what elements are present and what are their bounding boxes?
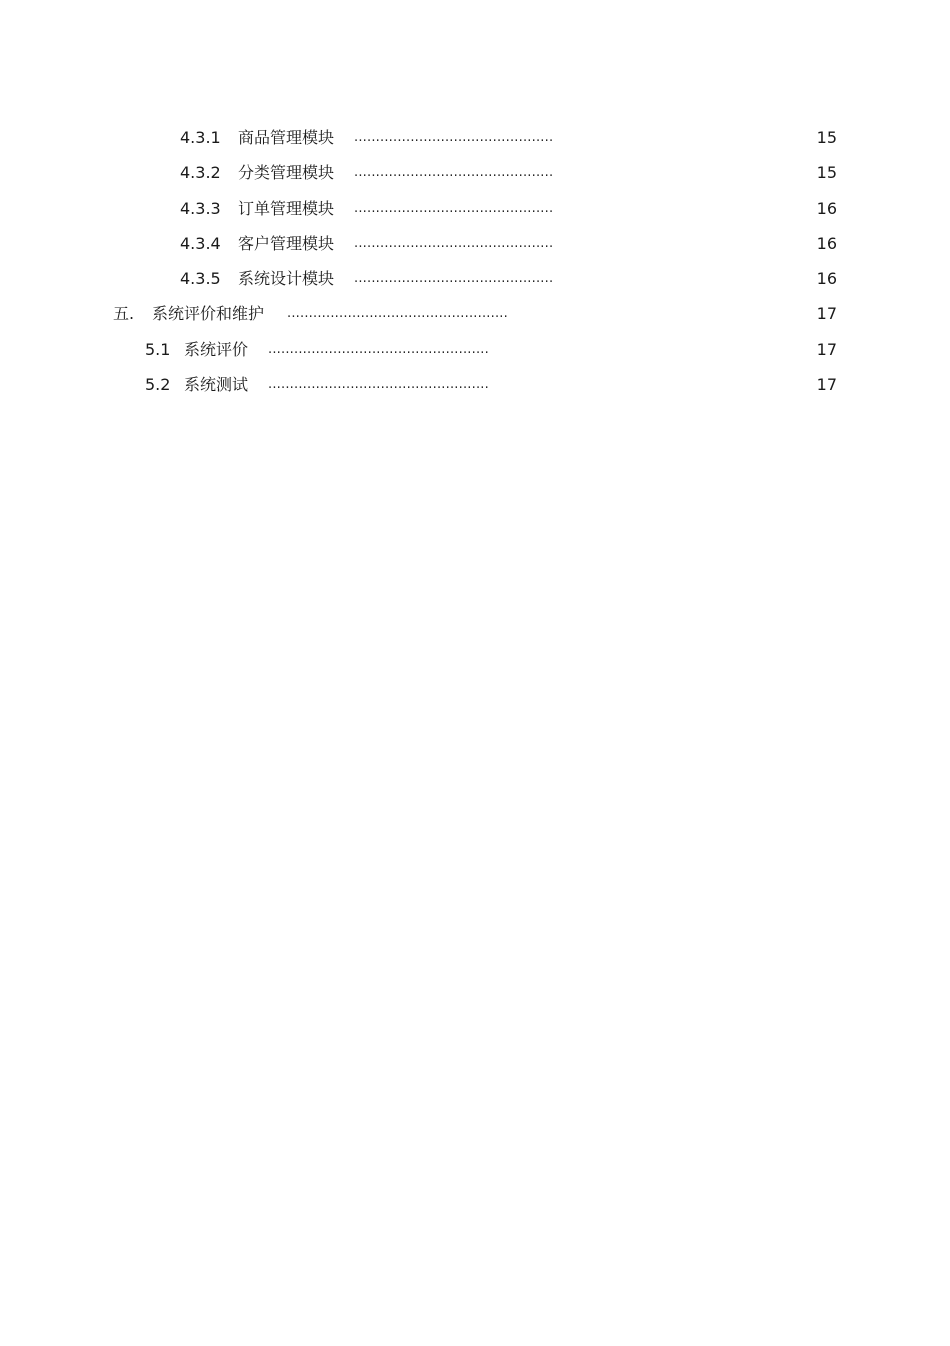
toc-dot-leader: .............................................. [354,165,554,180]
toc-dot-leader: ................................................... [268,377,489,392]
toc-page-number: 16 [816,199,837,218]
toc-entry-number: 五. [113,304,135,323]
toc-entry-title: 系统设计模块 [238,269,335,288]
toc-dot-leader: .............................................. [354,130,554,145]
toc-entry-title: 客户管理模块 [238,234,335,253]
toc-entry[interactable] [0,373,950,397]
toc-entry-title: 订单管理模块 [238,199,335,218]
toc-page-number: 17 [816,304,837,323]
toc-entry[interactable] [0,161,950,185]
toc-entry-title: 分类管理模块 [238,163,335,182]
toc-entry[interactable] [0,267,950,291]
toc-entry-title: 商品管理模块 [238,128,335,147]
toc-entry-number: 4.3.4 [180,234,221,253]
toc-entry[interactable] [0,232,950,256]
toc-dot-leader: .............................................. [354,271,554,286]
toc-page-number: 17 [816,340,837,359]
toc-entry[interactable] [0,197,950,221]
toc-entry[interactable] [0,338,950,362]
toc-page-number: 17 [816,375,837,394]
toc-entry-number: 4.3.2 [180,163,221,182]
toc-entry-number: 4.3.5 [180,269,221,288]
toc-dot-leader: ................................................... [268,342,489,357]
toc-page-number: 15 [816,163,837,182]
toc-entry-title: 系统评价和维护 [152,304,265,323]
toc-entry[interactable] [0,126,950,150]
toc-page-number: 15 [816,128,837,147]
toc-entry-number: 5.2 [145,375,171,394]
toc-entry-title: 系统评价 [184,340,249,359]
toc-entry[interactable] [0,302,950,326]
toc-dot-leader: ................................................... [287,306,508,321]
toc-entry-number: 4.3.1 [180,128,221,147]
toc-entry-title: 系统测试 [184,375,249,394]
toc-page-number: 16 [816,234,837,253]
toc-entry-number: 4.3.3 [180,199,221,218]
toc-entry-number: 5.1 [145,340,171,359]
toc-dot-leader: .............................................. [354,236,554,251]
toc-page-number: 16 [816,269,837,288]
toc-dot-leader: .............................................. [354,201,554,216]
